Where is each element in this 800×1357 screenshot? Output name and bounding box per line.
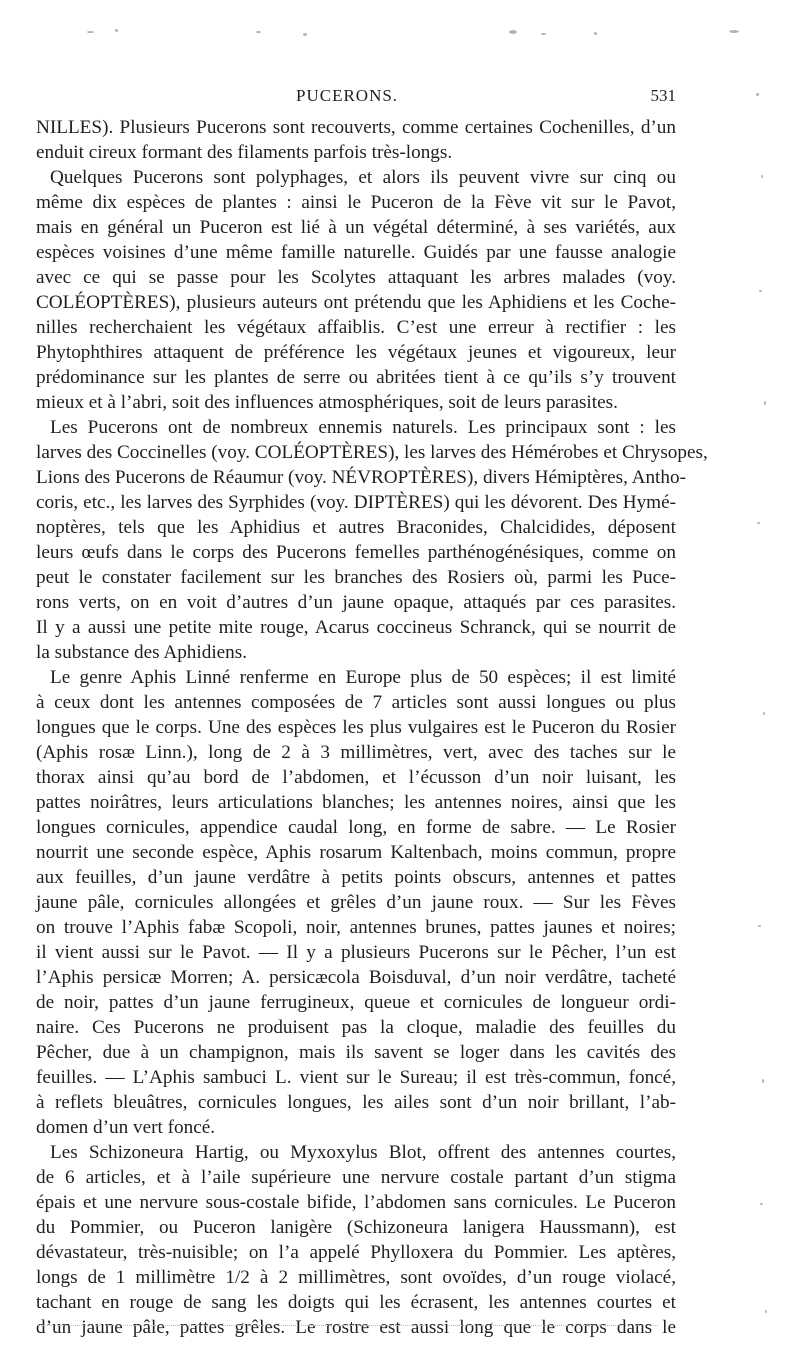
text-line: COLÉOPTÈRES), plusieurs auteurs ont prétendu que les Aphidiens et les Coche- [36,292,676,313]
text-line: Il y a aussi une petite mite rouge, Acarus coccineus Schranck, qui se nourrit de [36,617,676,638]
text-line: à reflets bleuâtres, cornicules longues, les ailes sont d’un noir brillant, l’ab- [36,1092,676,1113]
text-line: d’un jaune pâle, pattes grêles. Le rostre est aussi long que le corps dans le [36,1317,676,1338]
text-line: rons verts, on en voit d’autres d’un jaune opaque, attaqués par ces parasites. [36,592,676,613]
running-title: PUCERONS. [296,86,399,105]
text-line: coris, etc., les larves des Syrphides (voy. DIPTÈRES) qui les dévorent. Des Hymé- [36,492,676,513]
text-line: domen d’un vert foncé. [36,1117,216,1138]
text-line: espèces voisines d’une même famille naturelle. Guidés par une fausse analogie [36,242,676,263]
text-line: longues cornicules, appendice caudal long, en forme de sabre. — Le Rosier [36,817,676,838]
text-line: mais en général un Puceron est lié à un végétal déterminé, à ses variétés, aux [36,217,676,238]
text-line: l’Aphis persicæ Morren; A. persicæcola Boisduval, d’un noir verdâtre, tacheté [36,967,676,988]
text-line: de noir, pattes d’un jaune ferrugineux, queue et cornicules de longueur ordi- [36,992,676,1013]
text-line: Pêcher, due à un champignon, mais ils savent se loger dans les cavités des [36,1042,676,1063]
running-header [36,86,676,110]
text-line: (Aphis rosæ Linn.), long de 2 à 3 millimètres, vert, avec des taches sur le [36,742,676,763]
text-line: noptères, tels que les Aphidius et autres Braconides, Chalcidides, déposent [36,517,676,538]
text-line: du Pommier, ou Puceron lanigère (Schizoneura lanigera Haussmann), est [36,1217,676,1238]
text-line: Quelques Pucerons sont polyphages, et alors ils peuvent vivre sur cinq ou [50,167,676,188]
text-line: leurs œufs dans le corps des Pucerons femelles parthénogénésiques, comme on [36,542,676,563]
text-line: à ceux dont les antennes composées de 7 articles sont aussi longues ou plus [36,692,676,713]
text-line: jaune pâle, cornicules allongées et grêles d’un jaune roux. — Sur les Fèves [36,892,676,913]
text-line: feuilles. — L’Aphis sambuci L. vient sur le Sureau; il est très-commun, foncé, [36,1067,676,1088]
text-line: Les Schizoneura Hartig, ou Myxoxylus Blot, offrent des antennes courtes, [50,1142,676,1163]
text-line: la substance des Aphidiens. [36,642,248,663]
body-text [36,115,708,1340]
text-line: Lions des Pucerons de Réaumur (voy. NÉVROPTÈRES), divers Hémiptères, Antho- [36,467,686,488]
text-line: pattes noirâtres, leurs articulations blanches; les antennes noires, ainsi que les [36,792,676,813]
text-line: nilles recherchaient les végétaux affaiblis. C’est une erreur à rectifier : les [36,317,676,338]
text-line: même dix espèces de plantes : ainsi le Puceron de la Fève vit sur le Pavot, [36,192,676,213]
text-line: Phytophthires attaquent de préférence les végétaux jeunes et vigoureux, leur [36,342,676,363]
text-line: longs de 1 millimètre 1/2 à 2 millimètres, sont ovoïdes, d’un rouge violacé, [36,1267,676,1288]
text-line: enduit cireux formant des filaments parfois très-longs. [36,142,453,163]
text-line: Les Pucerons ont de nombreux ennemis naturels. Les principaux sont : les [50,417,676,438]
text-line: avec ce qui se passe pour les Scolytes attaquant les arbres malades (voy. [36,267,676,288]
text-line: épais et une nervure sous-costale bifide, l’abdomen sans cornicules. Le Puceron [36,1192,676,1213]
text-line: longues que le corps. Une des espèces les plus vulgaires est le Puceron du Rosier [36,717,676,738]
text-line: aux feuilles, d’un jaune verdâtre à petits points obscurs, antennes et pattes [36,867,676,888]
text-line: tachant en rouge de sang les doigts qui les écrasent, les antennes courtes et [36,1292,676,1313]
page-number: 531 [650,86,676,105]
text-line: il vient aussi sur le Pavot. — Il y a plusieurs Pucerons sur le Pêcher, l’un est [36,942,676,963]
text-line: mieux et à l’abri, soit des influences atmosphériques, soit de leurs parasites. [36,392,618,413]
text-line: thorax ainsi qu’au bord de l’abdomen, et l’écusson d’un noir luisant, les [36,767,676,788]
text-line: peut le constater facilement sur les branches des Rosiers où, parmi les Puce- [36,567,676,588]
bottom-scan-rule [38,1325,658,1326]
text-line: larves des Coccinelles (voy. COLÉOPTÈRES), les larves des Hémérobes et Chrysopes, [36,442,708,463]
text-line: NILLES). Plusieurs Pucerons sont recouverts, comme certaines Cochenilles, d’un [36,117,676,138]
text-line: prédominance sur les plantes de serre ou abritées tient à ce qu’ils s’y trouvent [36,367,676,388]
text-line: on trouve l’Aphis fabæ Scopoli, noir, antennes brunes, pattes jaunes et noires; [36,917,676,938]
text-line: dévastateur, très-nuisible; on l’a appelé Phylloxera du Pommier. Les aptères, [36,1242,676,1263]
text-line: nourrit une seconde espèce, Aphis rosarum Kaltenbach, moins commun, propre [36,842,676,863]
text-line: Le genre Aphis Linné renferme en Europe plus de 50 espèces; il est limité [50,667,676,688]
text-line: naire. Ces Pucerons ne produisent pas la cloque, maladie des feuilles du [36,1017,676,1038]
text-line: de 6 articles, et à l’aile supérieure une nervure costale partant d’un stigma [36,1167,676,1188]
